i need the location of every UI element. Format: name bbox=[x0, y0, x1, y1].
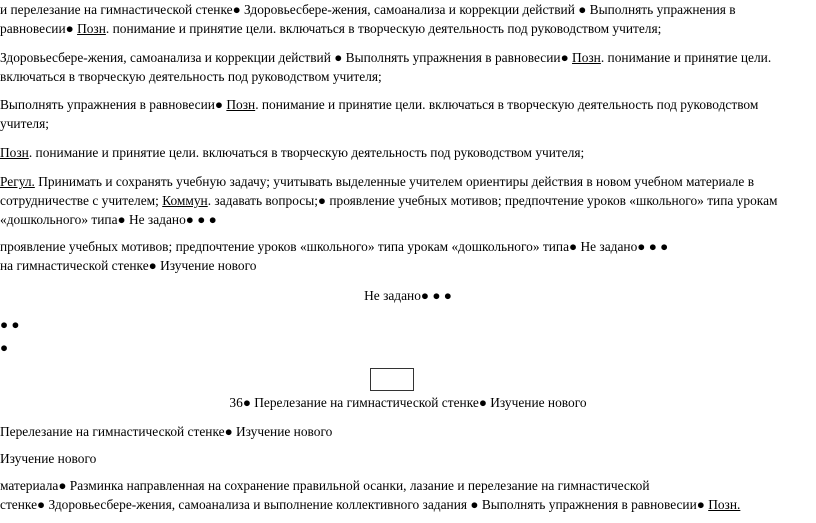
paragraph-2-text-end: . понимание и принятие цели. включаться в творческую деятельность под руководством учителя; bbox=[0, 50, 772, 84]
paragraph-6 bbox=[0, 237, 800, 275]
paragraph-3 bbox=[0, 95, 800, 133]
paragraph-12 bbox=[0, 449, 800, 468]
bullets-text: ● ● bbox=[0, 317, 20, 332]
paragraph-11-text: Перелезание на гимнастической стенке● Изучение нового bbox=[0, 424, 333, 439]
paragraph-1-text: и перелезание на гимнастической стенке● Здоровьесбере-жения, самоанализа и коррекции действий ● Выполнять упражнения в равновесии● bbox=[0, 2, 736, 36]
paragraph-3-text-end: . понимание и принятие цели. включаться в творческую деятельность под руководством учителя; bbox=[0, 97, 759, 131]
paragraph-1 bbox=[0, 0, 800, 38]
paragraph-13-text: материала● Разминка направленная на сохранение правильной осанки, лазание и перелезание на гимнастической bbox=[0, 478, 650, 493]
pozn-link[interactable]: Позн bbox=[226, 97, 256, 112]
paragraph-9 bbox=[0, 338, 800, 357]
paragraph-4 bbox=[0, 143, 800, 162]
lesson-36-text: 36● Перелезание на гимнастической стенке● Изучение нового bbox=[229, 395, 587, 410]
not-set-text: Не задано● ● ● bbox=[364, 288, 452, 303]
empty-table-cell bbox=[370, 368, 414, 391]
paragraph-12-text: Изучение нового bbox=[0, 451, 97, 466]
paragraph-2-text: Здоровьесбере-жения, самоанализа и коррекции действий ● Выполнять упражнения в равновесии● bbox=[0, 50, 573, 65]
paragraph-11 bbox=[0, 422, 800, 441]
pozn-link[interactable]: Позн bbox=[0, 145, 29, 160]
paragraph-8 bbox=[0, 315, 800, 334]
pozn-link[interactable]: Позн bbox=[572, 50, 601, 65]
paragraph-6-text-line2: на гимнастической стенке● Изучение нового bbox=[0, 258, 257, 273]
paragraph-2 bbox=[0, 48, 800, 86]
paragraph-7 bbox=[0, 286, 816, 305]
bullet-text: ● bbox=[0, 340, 9, 355]
paragraph-5 bbox=[0, 172, 800, 229]
regul-link[interactable]: Регул. bbox=[0, 174, 35, 189]
paragraph-13-text-line2: стенке● Здоровьесбере-жения, самоанализа и выполнение коллективного задания ● Выполнять упражнения в равновесии● bbox=[0, 497, 709, 512]
pozn-link[interactable]: Позн. bbox=[708, 497, 741, 512]
paragraph-5-text: Принимать и сохранять учебную задачу; учитывать выделенные учителем ориентиры действия в новом учебном материале в сотрудничестве с учителем; bbox=[0, 174, 755, 208]
paragraph-4-text: . понимание и принятие цели. включаться в творческую деятельность под руководством учителя; bbox=[28, 145, 585, 160]
paragraph-10 bbox=[0, 393, 816, 412]
kommun-link[interactable]: Коммун bbox=[162, 193, 208, 208]
pozn-link[interactable]: Позн bbox=[77, 21, 106, 36]
paragraph-1-text-end: . понимание и принятие цели. включаться в творческую деятельность под руководством учителя; bbox=[105, 21, 662, 36]
paragraph-6-text: проявление учебных мотивов; предпочтение уроков «школьного» типа урокам «дошкольного» типа● Не задано● ● ● bbox=[0, 239, 669, 254]
paragraph-3-text: Выполнять упражнения в равновесии● bbox=[0, 97, 227, 112]
paragraph-5-text-end: . задавать вопросы;● проявление учебных мотивов; предпочтение уроков «школьного» типа урокам «дошкольного» типа● Не задано● ● ● bbox=[0, 193, 778, 227]
paragraph-13 bbox=[0, 476, 800, 514]
